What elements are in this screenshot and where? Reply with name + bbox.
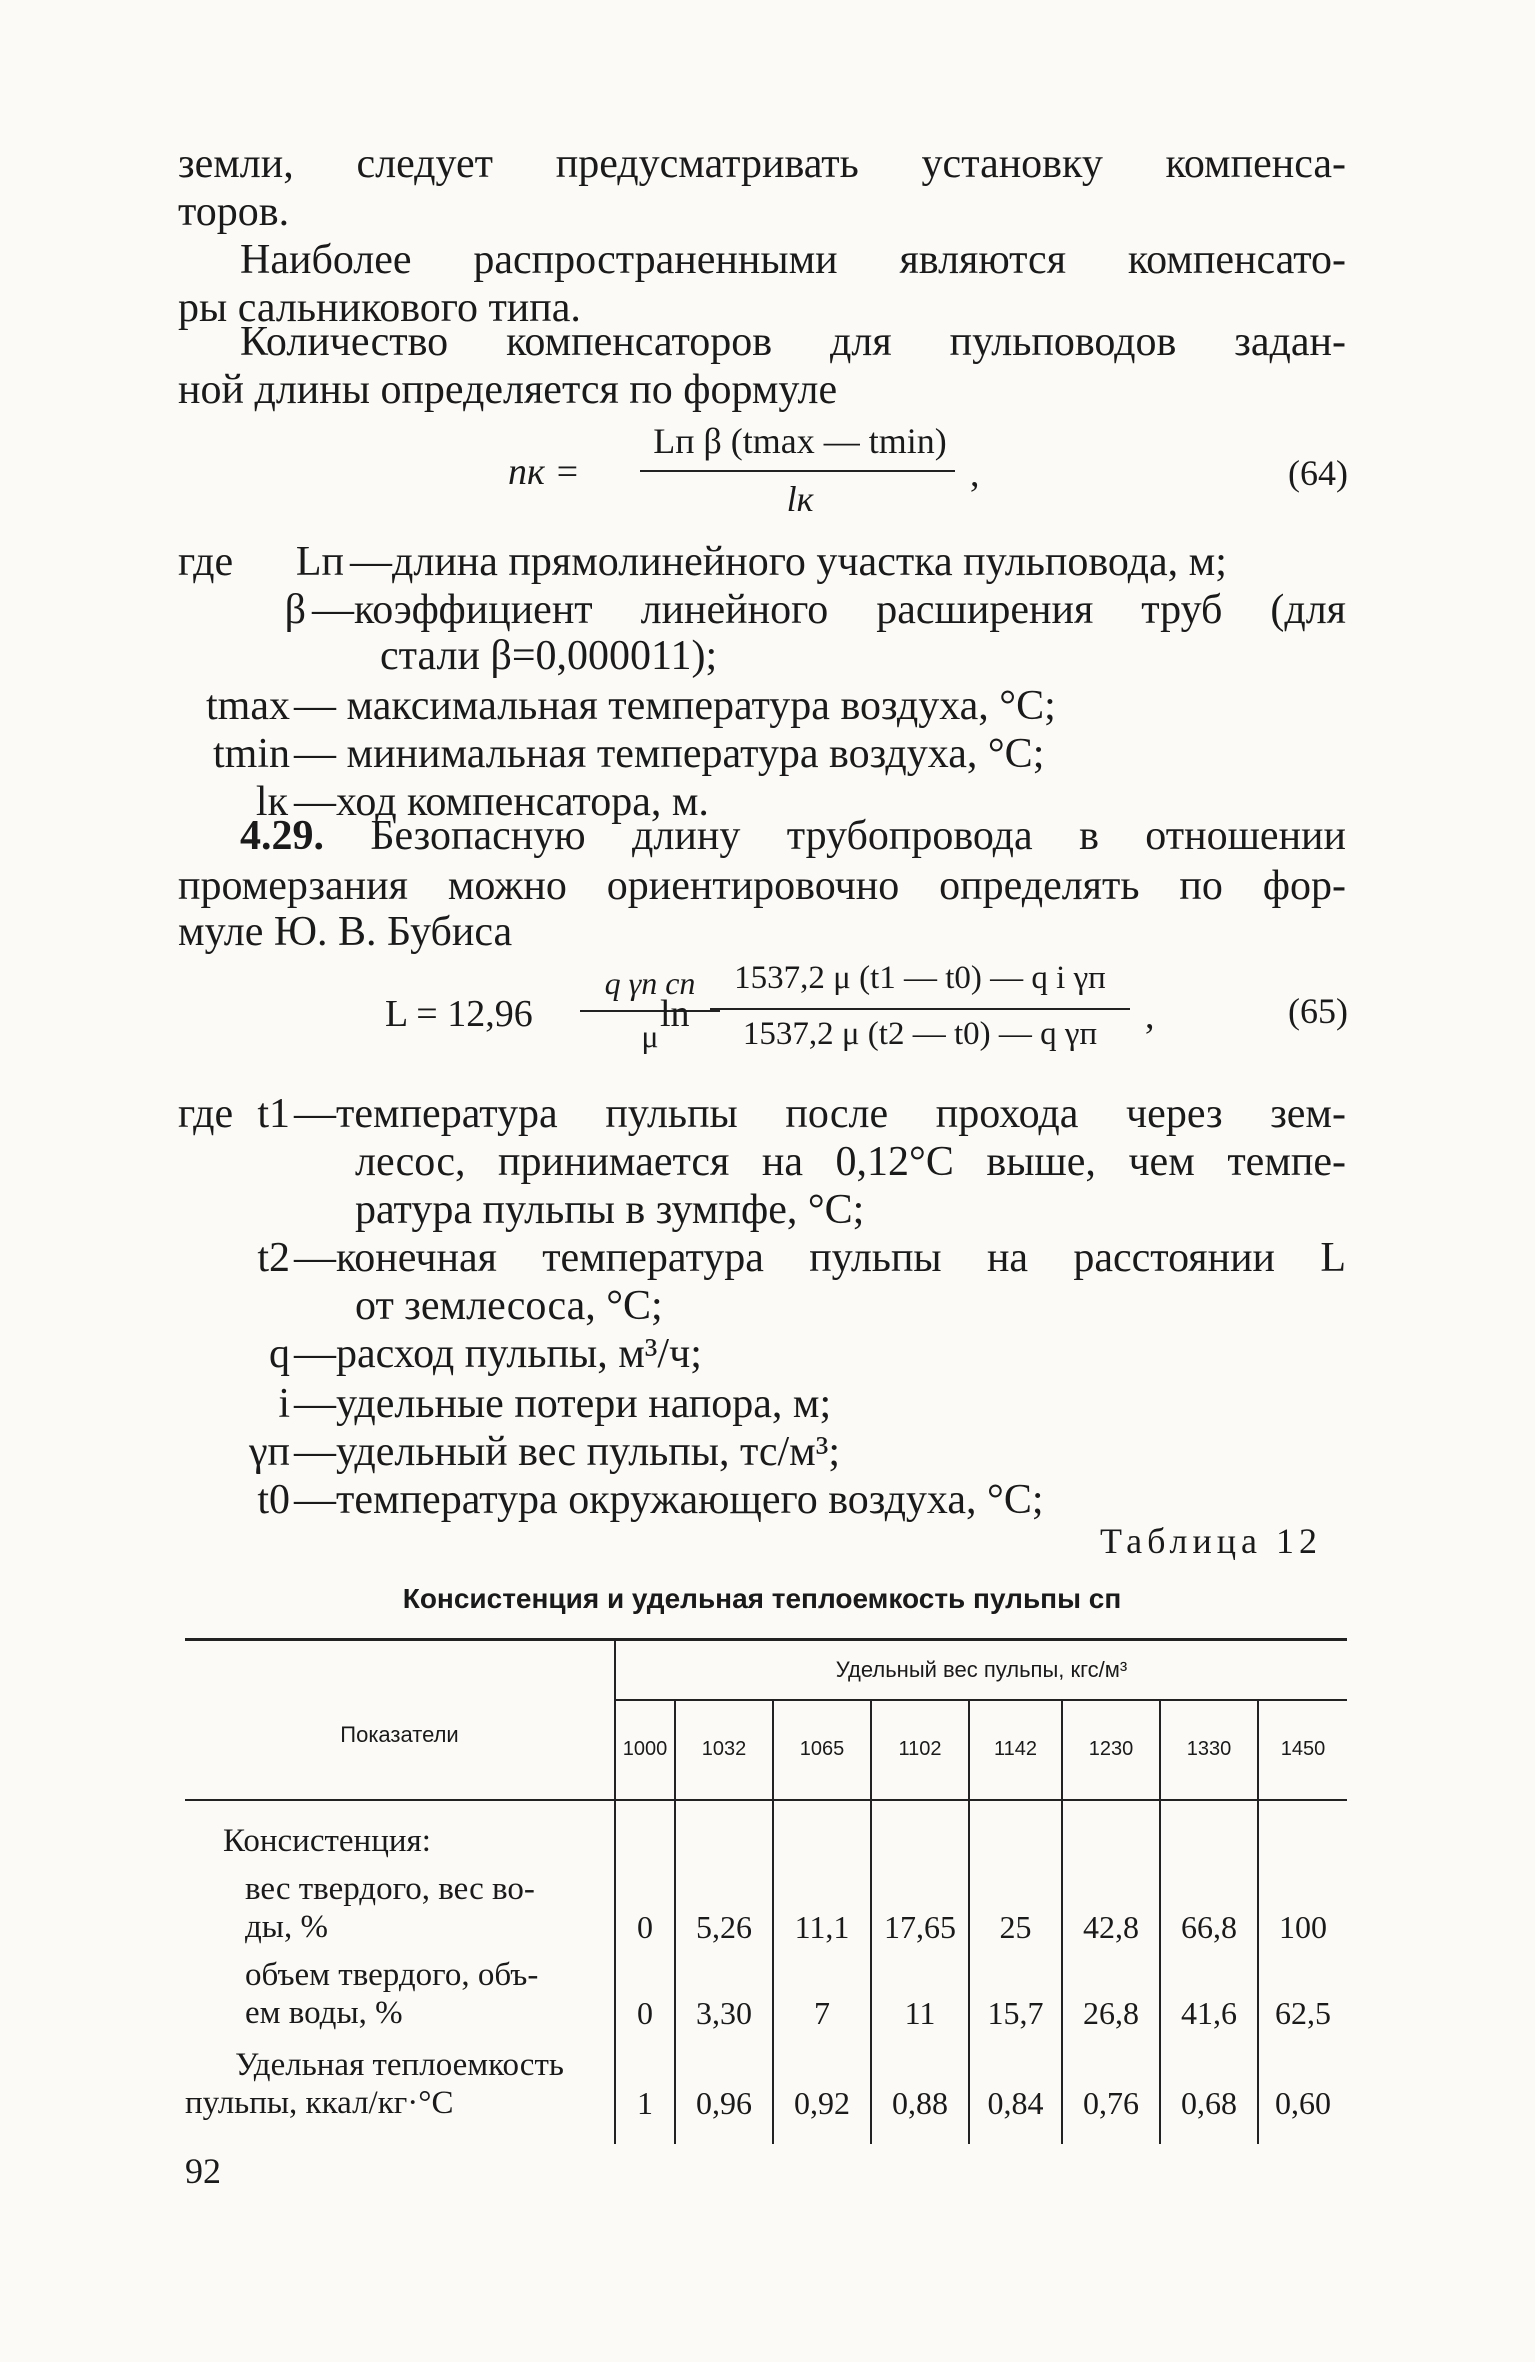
row-label-line: Удельная теплоемкость	[235, 2046, 564, 2083]
def-term: t2	[257, 1235, 290, 1281]
column-header: 1032	[675, 1700, 773, 1800]
def-term: Lп	[295, 539, 344, 585]
def-text: —длина прямолинейного участка пульповода, м;	[350, 539, 1227, 585]
table-cell: 0,68	[1160, 2032, 1258, 2122]
row-label	[185, 1860, 615, 1946]
formula-denominator: μ	[641, 1018, 659, 1054]
def-text: —удельные потери напора, м;	[294, 1381, 832, 1427]
row-header-label: Показатели	[340, 1721, 459, 1747]
table-cell: 5,26	[675, 1860, 773, 1946]
row-label-line: ды, %	[245, 1908, 328, 1945]
row-label-line: объем твердого, объ-	[245, 1956, 539, 1993]
table-cell: 100	[1258, 1860, 1347, 1946]
row-label	[185, 1946, 615, 2032]
row-label-line: вес твердого, вес во-	[245, 1870, 535, 1907]
formula-numerator: q γп cп	[604, 965, 696, 1001]
text-line: Наиболее распространенными являются компенсато-	[240, 237, 1346, 283]
table-row	[185, 1860, 1347, 1946]
fraction-bar	[580, 1010, 720, 1012]
def-text: —ход компенсатора, м.	[294, 779, 709, 825]
table-cell: 0,76	[1062, 2032, 1160, 2122]
def-term: t0	[257, 1477, 290, 1523]
table-cell: 26,8	[1062, 1946, 1160, 2032]
formula-comma: ,	[970, 453, 980, 495]
def-text: — максимальная температура воздуха, °C;	[294, 683, 1056, 729]
text-line: ры сальникового типа.	[178, 285, 581, 331]
column-header: 1102	[871, 1700, 969, 1800]
section-text: Безопасную длину трубопровода в отношении	[370, 813, 1347, 859]
table-cell: 25	[969, 1860, 1062, 1946]
def-term: γп	[248, 1429, 290, 1475]
def-text: —коэффициент линейного расширения труб (для	[312, 587, 1346, 633]
def-text: — минимальная температура воздуха, °C;	[294, 731, 1045, 777]
def-text: —температура окружающего воздуха, °C;	[294, 1477, 1044, 1523]
row-label-line: пульпы, ккал/кг·°C	[185, 2084, 454, 2121]
column-header: 1065	[773, 1700, 871, 1800]
def-term: lк	[255, 779, 288, 825]
row-label-line: ем воды, %	[245, 1994, 403, 2031]
text-line: Количество компенсаторов для пульповодов задан-	[240, 319, 1346, 365]
def-text: —температура пульпы после прохода через зем-	[294, 1091, 1346, 1137]
table-cell: 0	[615, 1860, 675, 1946]
text-line	[240, 812, 1346, 860]
table-cell: 0,88	[871, 2032, 969, 2122]
table-cell: 1	[615, 2032, 675, 2122]
def-lead: где	[178, 1091, 234, 1137]
text-line: муле Ю. В. Бубиса	[178, 909, 513, 955]
table-cell: 17,65	[871, 1860, 969, 1946]
column-header: 1142	[969, 1700, 1062, 1800]
def-term: q	[269, 1331, 290, 1377]
fraction-bar	[710, 1008, 1130, 1010]
column-header: 1330	[1160, 1700, 1258, 1800]
page-number: 92	[185, 2151, 221, 2191]
table-cell: 7	[773, 1946, 871, 2032]
text-line: торов.	[178, 189, 290, 235]
table-cell: 3,30	[675, 1946, 773, 2032]
def-text: —удельный вес пульпы, тс/м³;	[294, 1429, 841, 1475]
def-lead: где	[178, 539, 234, 585]
formula-numerator: Lп β (tmax — tmin)	[653, 421, 947, 461]
table-cell: 0,84	[969, 2032, 1062, 2122]
def-term: t1	[257, 1091, 290, 1137]
section-number: 4.29.	[240, 813, 324, 859]
table-row	[185, 1946, 1347, 2032]
text-line: ной длины определяется по формуле	[178, 367, 838, 413]
column-header: 1000	[615, 1700, 675, 1800]
def-term: tmax	[206, 683, 290, 729]
table-cell: 0	[615, 1946, 675, 2032]
table-cell: 62,5	[1258, 1946, 1347, 2032]
table-cell: 15,7	[969, 1946, 1062, 2032]
def-term: β	[284, 587, 306, 633]
text-line: промерзания можно ориентировочно определять по фор-	[178, 863, 1346, 909]
table-cell: 42,8	[1062, 1860, 1160, 1946]
def-text: —конечная температура пульпы на расстоянии L	[294, 1235, 1346, 1281]
def-text: стали β=0,000011);	[380, 633, 718, 679]
table-cell: 11	[871, 1946, 969, 2032]
table-cell: 0,96	[675, 2032, 773, 2122]
def-text: от землесоса, °C;	[355, 1283, 663, 1329]
table-caption: Таблица 12	[1100, 1521, 1322, 1561]
column-group-header: Удельный вес пульпы, кгс/м³	[615, 1640, 1347, 1700]
table-cell: 66,8	[1160, 1860, 1258, 1946]
column-header: 1230	[1062, 1700, 1160, 1800]
table-cell: 0,60	[1258, 2032, 1347, 2122]
data-table	[185, 1638, 1347, 2144]
def-text: лесос, принимается на 0,12°C выше, чем темпе-	[355, 1139, 1346, 1185]
formula-comma: ,	[1145, 995, 1155, 1037]
column-header: 1450	[1258, 1700, 1347, 1800]
table-cell: 11,1	[773, 1860, 871, 1946]
formula-denominator: 1537,2 μ (t2 — t0) — q γп	[742, 1016, 1098, 1052]
def-term: i	[278, 1381, 290, 1427]
formula-lhs: nк =	[508, 451, 580, 493]
fraction-bar	[640, 470, 955, 472]
def-term: tmin	[212, 731, 290, 777]
row-label	[185, 2032, 615, 2122]
def-text: ратура пульпы в зумпфе, °C;	[355, 1187, 865, 1233]
table-cell: 0,92	[773, 2032, 871, 2122]
formula-number: (64)	[1288, 453, 1348, 493]
formula-denominator: lк	[786, 479, 814, 519]
text-line: земли, следует предусматривать установку компенса-	[178, 141, 1346, 187]
formula-numerator: 1537,2 μ (t1 — t0) — q i γп	[734, 960, 1106, 996]
table-title: Консистенция и удельная теплоемкость пульпы cп	[402, 1583, 1122, 1614]
formula-lhs: L = 12,96	[385, 993, 533, 1035]
table-cell: 41,6	[1160, 1946, 1258, 2032]
table-group-label: Консистенция:	[223, 1822, 431, 1859]
table-row	[185, 2032, 1347, 2122]
def-text: —расход пульпы, м³/ч;	[294, 1331, 702, 1377]
formula-ln: ln	[660, 993, 690, 1035]
formula-number: (65)	[1288, 991, 1348, 1031]
